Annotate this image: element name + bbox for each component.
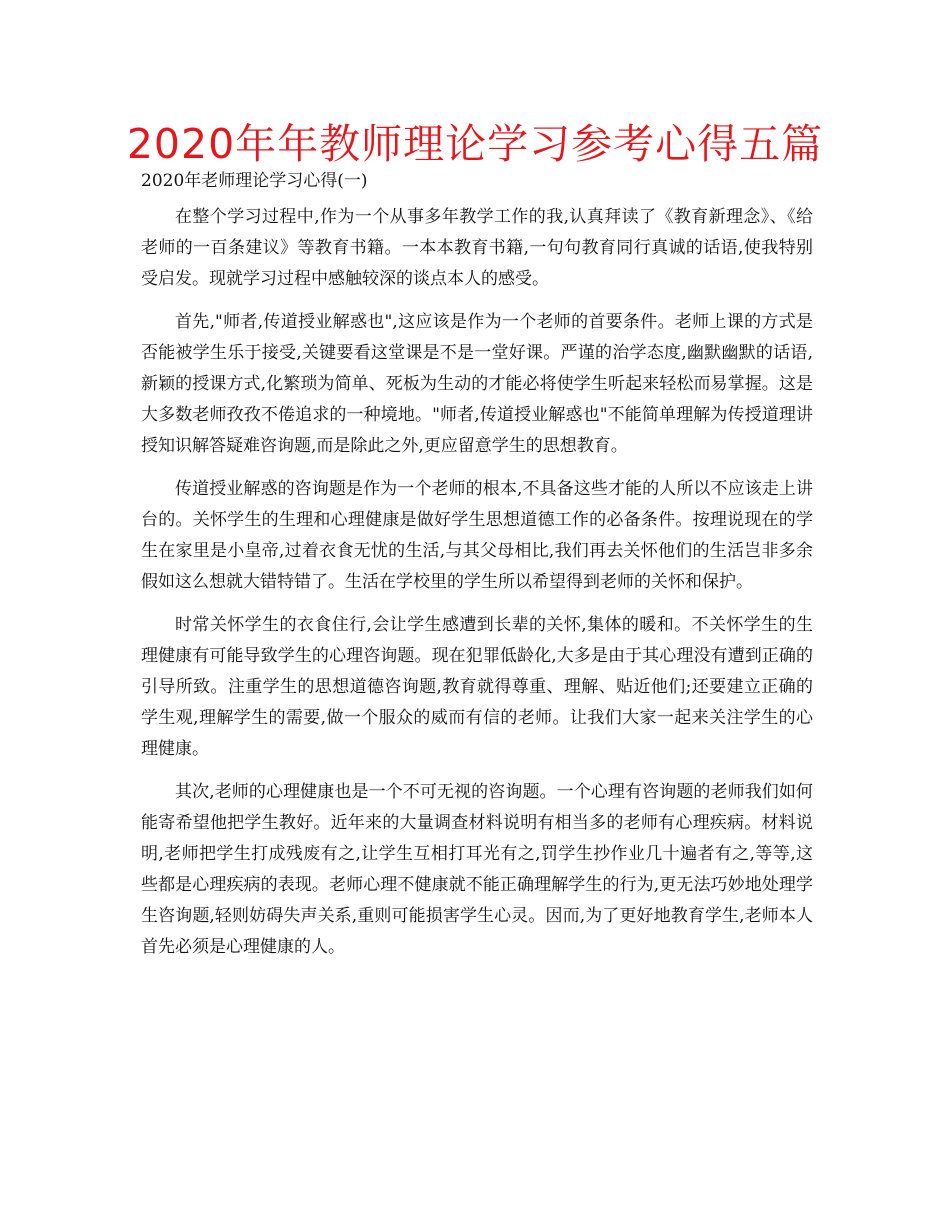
paragraph-5: 其次,老师的心理健康也是一个不可无视的咨询题。一个心理有咨询题的老师我们如何能寄希望他把学生教好。近年来的大量调查材料说明有相当多的老师有心理疾病。材料说明,老师把学生打成残废有之,让学生互相打耳光有之,罚学生抄作业几十遍者有之,等等,这些都是心理疾病的表现。老师心理不健康就不能正确理解学生的行为,更无法巧妙地处理学生咨询题,轻则妨碍失声关系,重则可能损害学生心灵。因而,为了更好地教育学生,老师本人首先必须是心理健康的人。 (141, 782, 813, 957)
paragraph-4: 时常关怀学生的衣食住行,会让学生感遭到长辈的关怀,集体的暖和。不关怀学生的生理健康有可能导致学生的心理咨询题。现在犯罪低龄化,大多是由于其心理没有遭到正确的引导所致。注重学生的思想道德咨询题,教育就得尊重、理解、贴近他们;还要建立正确的学生观,理解学生的需要,做一个服众的威而有信的老师。让我们大家一起来关注学生的心理健康。 (141, 615, 813, 759)
document-body (141, 166, 813, 975)
paragraph-3: 传道授业解惑的咨询题是作为一个老师的根本,不具备这些才能的人所以不应该走上讲台的。关怀学生的生理和心理健康是做好学生思想道德工作的必备条件。按理说现在的学生在家里是小皇帝,过着衣食无忧的生活,与其父母相比,我们再去关怀他们的生活岂非多余假如这么想就大错特错了。生活在学校里的学生所以希望得到老师的关怀和保护。 (141, 479, 813, 592)
paragraph-2: 首先,"师者,传道授业解惑也",这应该是作为一个老师的首要条件。老师上课的方式是否能被学生乐于接受,关键要看这堂课是不是一堂好课。严谨的治学态度,幽默幽默的话语,新颖的授课方式,化繁琐为简单、死板为生动的才能必将使学生听起来轻松而易掌握。这是大多数老师孜孜不倦追求的一种境地。"师者,传道授业解惑也"不能简单理解为传授道理讲授知识解答疑难咨询题,而是除此之外,更应留意学生的思想教育。 (141, 312, 813, 456)
paragraph-1: 在整个学习过程中,作为一个从事多年教学工作的我,认真拜读了《教育新理念》、《给老师的一百条建议》等教育书籍。一本本教育书籍,一句句教育同行真诚的话语,使我特别受启发。现就学习过程中感触较深的谈点本人的感受。 (141, 207, 813, 289)
document-title: 2020年年教师理论学习参考心得五篇 (126, 120, 824, 168)
section-subtitle: 2020年老师理论学习心得(一) (141, 171, 368, 191)
